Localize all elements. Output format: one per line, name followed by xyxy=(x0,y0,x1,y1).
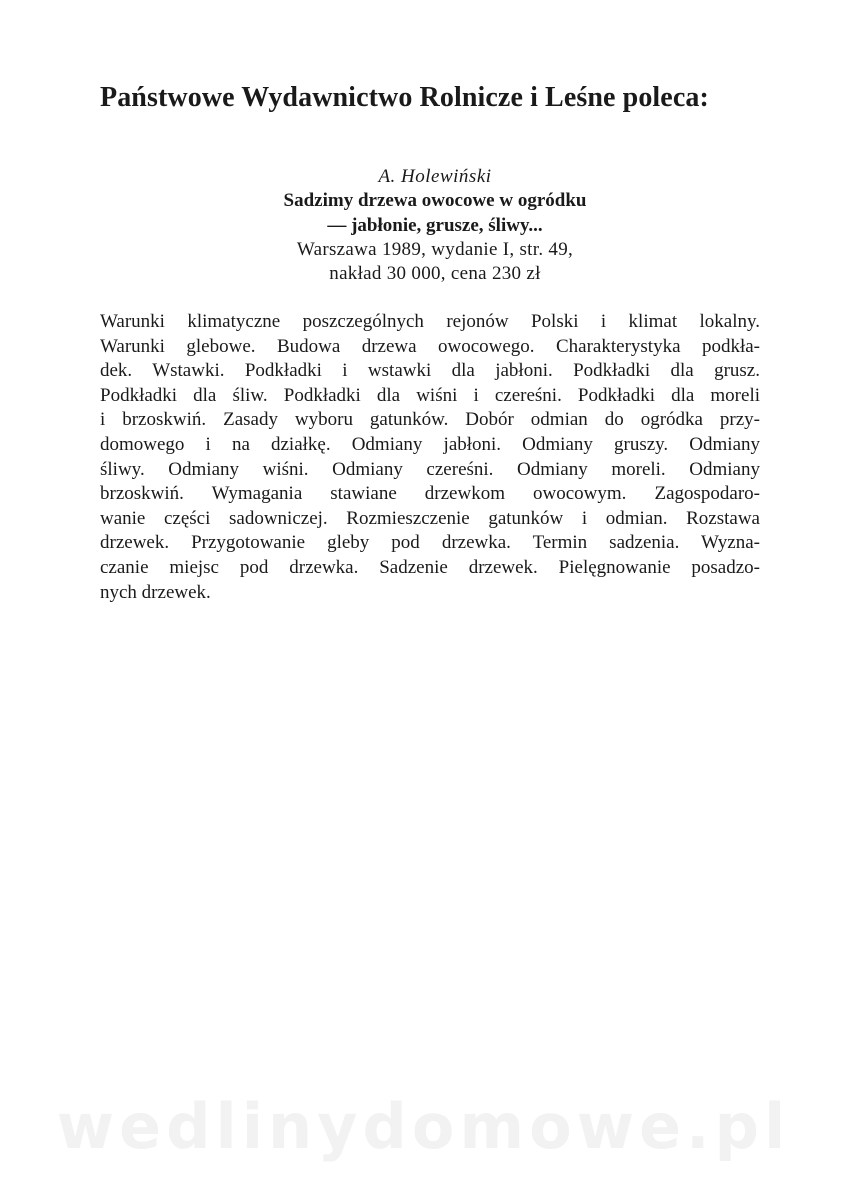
book-info xyxy=(150,166,720,286)
description-line: domowego i na działkę. Odmiany jabłoni. Odmiany gruszy. Odmiany xyxy=(100,433,760,455)
book-title-line-1: Sadzimy drzewa owocowe w ogródku xyxy=(283,190,587,211)
description-line: Podkładki dla śliw. Podkładki dla wiśni i czereśni. Podkładki dla moreli xyxy=(100,384,760,406)
description-line: dek. Wstawki. Podkładki i wstawki dla jabłoni. Podkładki dla grusz. xyxy=(100,360,760,382)
book-title-line-2: — jabłonie, grusze, śliwy... xyxy=(327,215,543,236)
description-line: czanie miejsc pod drzewka. Sadzenie drzewek. Pielęgnowanie posadzo- xyxy=(100,556,760,578)
publisher-heading: Państwowe Wydawnictwo Rolnicze i Leśne poleca: xyxy=(100,82,709,113)
watermark: wedlinydomowe.pl xyxy=(56,1090,791,1163)
description-line: Warunki klimatyczne poszczególnych rejonów Polski i klimat lokalny. xyxy=(100,311,760,332)
book-description xyxy=(100,310,760,605)
description-line: drzewek. Przygotowanie gleby pod drzewka. Termin sadzenia. Wyzna- xyxy=(100,532,760,554)
book-author: A. Holewiński xyxy=(378,166,492,187)
book-details-line-2: nakład 30 000, cena 230 zł xyxy=(329,263,541,284)
description-line: nych drzewek. xyxy=(100,581,211,603)
description-line: wanie części sadowniczej. Rozmieszczenie gatunków i odmian. Rozstawa xyxy=(100,507,760,529)
description-line: brzoskwiń. Wymagania stawiane drzewkom owocowym. Zagospodaro- xyxy=(100,483,760,505)
description-line: i brzoskwiń. Zasady wyboru gatunków. Dobór odmian do ogródka przy- xyxy=(100,409,760,431)
description-line: śliwy. Odmiany wiśni. Odmiany czereśni. Odmiany moreli. Odmiany xyxy=(100,458,760,480)
description-line: Warunki glebowe. Budowa drzewa owocowego. Charakterystyka podkła- xyxy=(100,335,760,357)
book-details-line-1: Warszawa 1989, wydanie I, str. 49, xyxy=(296,239,574,260)
